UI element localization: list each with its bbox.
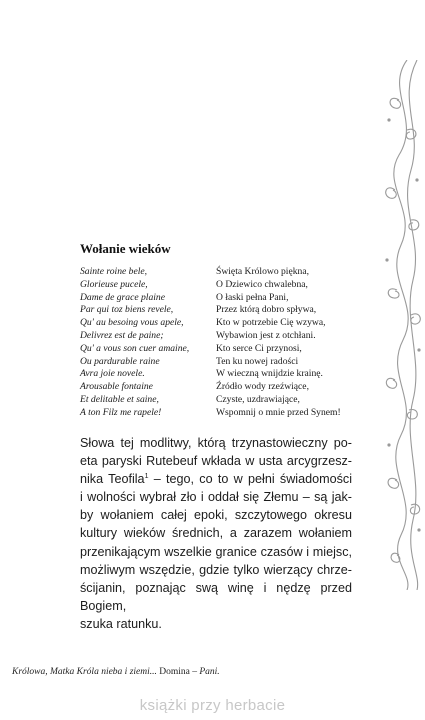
poem-line: Glorieuse pucele, <box>80 278 148 290</box>
poem-line: Par qui toz biens revele, <box>80 304 174 316</box>
poem-line: Dame de grace plaine <box>80 291 165 303</box>
poem-line: O łaski pełna Pani, <box>216 291 289 303</box>
floral-border-ornament <box>377 60 425 590</box>
poem-line: Qu' a vous son cuer amaine, <box>80 342 190 354</box>
poem-line: Et delitable et saine, <box>80 393 159 405</box>
footer-plain: Domina – <box>156 667 200 677</box>
paragraph-text: – tego, co to w pełni świadomości <box>148 472 352 487</box>
footer-italic: Królowa, Matka Króla nieba i ziemi... <box>12 667 157 677</box>
footer-italic: Pani. <box>199 667 220 677</box>
poem-line: Arousable fontaine <box>80 381 153 393</box>
watermark-text: książki przy herbacie <box>139 697 286 714</box>
paragraph-line: eta paryski Rutebeuf wkłada w usta arcygrzesz- <box>80 454 352 469</box>
paragraph-line: i wolności wybrał zło i oddał się Złemu – są jak- <box>80 490 352 505</box>
footnote-marker[interactable]: 1 <box>144 473 149 480</box>
body-paragraph <box>80 434 352 633</box>
poem-line: Wybawion jest z otchłani. <box>216 329 316 341</box>
poem-line: Avra joie novele. <box>80 368 145 380</box>
poem-line: Wspomnij o mnie przed Synem! <box>216 406 341 418</box>
paragraph-line: możliwym wszędzie, gdzie tylko wierzący chrze- <box>80 562 352 577</box>
poem-line: Ten ku nowej radości <box>216 355 299 367</box>
poem-line: W wieczną wnijdzie krainę. <box>216 368 323 380</box>
poem-title: Wołanie wieków <box>80 241 171 256</box>
paragraph-line: Słowa tej modlitwy, którą trzynastowieczny po- <box>80 436 352 450</box>
paragraph-line <box>80 470 352 488</box>
paragraph-line: przenikającym wszelkie granice czasów i miejsc, <box>80 544 352 559</box>
poem-line: Qu' au besoing vous apele, <box>80 317 184 329</box>
poem-line: A ton Filz me rapele! <box>80 406 162 418</box>
paragraph-line: by wołaniem całej epoki, szczytowego okresu <box>80 508 352 523</box>
paragraph-line: szuka ratunku. <box>80 616 162 631</box>
poem-line: Kto serce Ci przynosi, <box>216 342 302 354</box>
poem-line: Święta Królowo piękna, <box>216 266 309 277</box>
poem-line: Ou pardurable raine <box>80 355 160 367</box>
poem-line: Czyste, uzdrawiające, <box>216 393 300 405</box>
poem-line: Delivrez est de paine; <box>80 329 164 341</box>
paragraph-line: kultury wieków średnich, a zarazem wołaniem <box>80 526 352 541</box>
poem-line: Sainte roine bele, <box>80 266 148 277</box>
poem-line: O Dziewico chwalebna, <box>216 278 308 290</box>
poem-translation-column <box>216 266 341 420</box>
paragraph-line: ścijanin, poznając swą winę i nędzę przed Bogiem, <box>80 580 352 613</box>
poem-line: Kto w potrzebie Cię wzywa, <box>216 317 326 329</box>
running-footer <box>12 667 220 677</box>
poem-line: Źródło wody rzeźwiące, <box>216 381 309 393</box>
poem-line: Przez którą dobro spływa, <box>216 304 317 316</box>
poem-original-column <box>80 266 189 420</box>
paragraph-text: nika Teofila <box>80 472 145 487</box>
